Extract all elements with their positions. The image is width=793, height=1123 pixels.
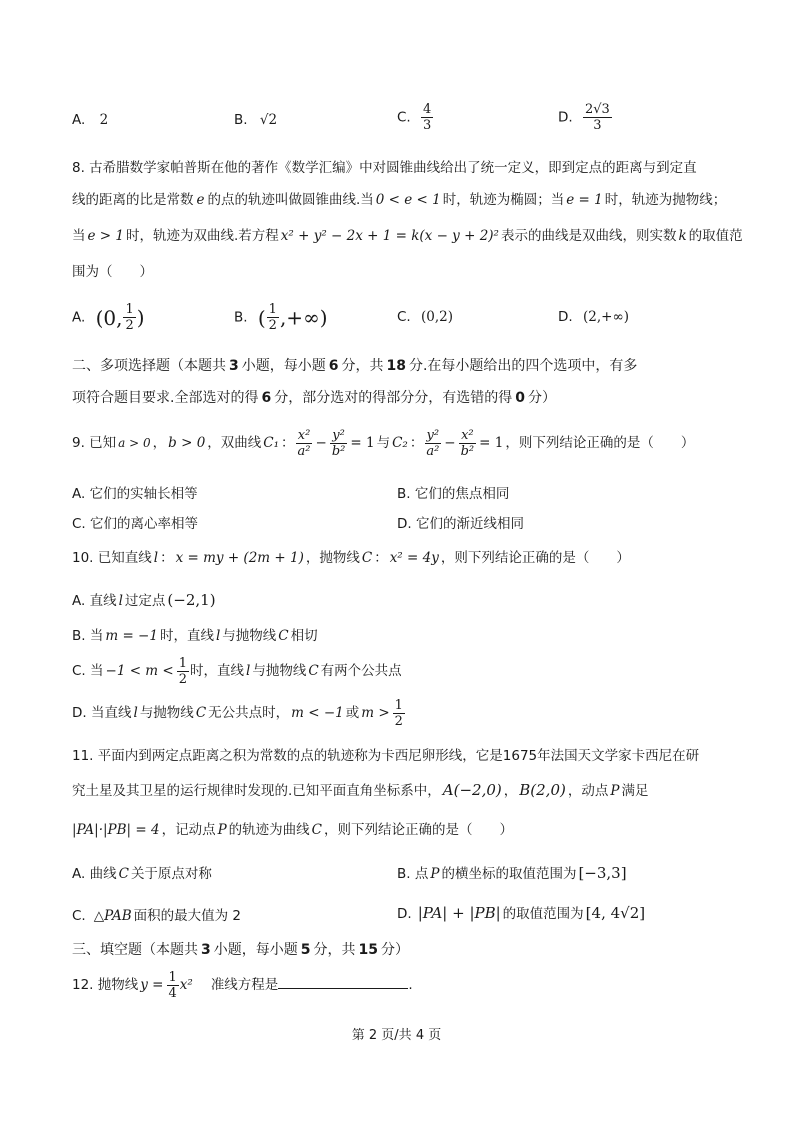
fraction: $\frac{\text{y²}}{\text{b²}}$ [331,427,346,459]
fraction: $\frac{\text{x²}}{\text{a²}}$ [297,427,311,459]
fraction: $\frac{\text{y²}}{\text{a²}}$ [426,427,440,459]
page-footer [0,1024,793,1043]
q10-option-d[interactable]: D. 当直线 l 与抛物线 C 无公共点时， m < −1 或 m > $\frac{1}{2}$ [72,697,403,729]
q7-option-d[interactable]: D. $\frac{2√3}{3}$ [558,102,610,133]
q7-option-a[interactable]: A. 2 [72,112,109,128]
fraction: $\frac{1}{2}$ [268,302,277,333]
q11-line-3: |PA|·|PB| = 4 ，记动点 P 的轨迹为曲线 C ，则下列结论正确的是（ ） [72,822,514,838]
fraction: $\frac{1}{4}$ [168,969,177,1001]
q11-option-b[interactable]: B. 点 P 的横坐标的取值范围为 [−3,3] [397,864,627,882]
q8-option-b[interactable]: B. ( $\frac{1}{2}$ ,+∞) [234,302,328,333]
page-number: 第 2 页/共 4 页 [351,1028,442,1043]
q8-option-a[interactable]: A. (0, $\frac{1}{2}$ ) [72,302,145,333]
q9-option-b[interactable]: B. 它们的焦点相同 [397,486,510,502]
fraction: $\frac{1}{2}$ [178,655,187,687]
q8-line-2: 线的距离的比是常数 e 的点的轨迹叫做圆锥曲线.当 0 < e < 1 时，轨迹为椭圆；当 e = 1 时，轨迹为抛物线； [72,192,727,208]
answer-blank[interactable] [278,974,408,989]
q8-line-3: 当 e > 1 时，轨迹为双曲线.若方程 x² + y² − 2x + 1 = k(x − y + 2)² 表示的曲线是双曲线，则实数 k 的取值范 [72,228,743,244]
q8-option-c[interactable]: C. (0,2) [397,309,454,325]
fraction: $\frac{\text{x²}}{\text{b²}}$ [460,427,475,459]
q10-stem: 10. 已知直线 l ： x = my + (2m + 1) ，抛物线 C ： x² = 4y ，则下列结论正确的是（ ） [72,550,630,566]
q11-option-c[interactable]: C. △PAB 面积的最大值为 2 [72,908,242,924]
fraction: $\frac{2√3}{3}$ [584,102,610,133]
q12-stem: 12. 抛物线 y = $\frac{1}{4}$ x² 准线方程是 . [72,969,413,1001]
section-2-heading: 二、多项选择题（本题共 3 小题，每小题 6 分，共 18 分.在每小题给出的四个选项中，有多 [72,358,638,374]
q8-line-4: 围为（ ） [72,264,153,280]
q11-option-a[interactable]: A. 曲线 C 关于原点对称 [72,866,212,882]
q9-option-a[interactable]: A. 它们的实轴长相等 [72,486,198,502]
q7-option-b[interactable]: B. √2 [234,112,278,128]
q9-option-c[interactable]: C. 它们的离心率相等 [72,516,199,532]
q7-option-c[interactable]: C. $\frac{4}{3}$ [397,102,432,133]
section-2-instructions: 项符合题目要求.全部选对的得 6 分，部分选对的得部分分，有选错的得 0 分） [72,390,556,406]
q11-line-2: 究土星及其卫星的运行规律时发现的.已知平面直角坐标系中， A(−2,0) ， B(2,0) ，动点 P 满足 [72,781,649,799]
q8-option-d[interactable]: D. (2,+∞) [558,309,629,325]
q8-line-1: 8. 古希腊数学家帕普斯在他的著作《数学汇编》中对圆锥曲线给出了统一定义，即到定点的距离与到定直 [72,160,697,176]
q10-option-c[interactable]: C. 当 −1 < m < $\frac{1}{2}$ 时，直线 l 与抛物线 C 有两个公共点 [72,655,402,687]
fraction: $\frac{1}{2}$ [125,302,134,333]
q11-option-d[interactable]: D. |PA| + |PB| 的取值范围为 [4, 4√2] [397,904,646,922]
q10-option-b[interactable]: B. 当 m = −1 时，直线 l 与抛物线 C 相切 [72,628,318,644]
q10-option-a[interactable]: A. 直线 l 过定点 (−2,1) [72,591,216,609]
fraction: $\frac{1}{2}$ [394,697,403,729]
fraction: $\frac{4}{3}$ [423,102,432,133]
q9-option-d[interactable]: D. 它们的渐近线相同 [397,516,524,532]
section-3-heading: 三、填空题（本题共 3 小题，每小题 5 分，共 15 分） [72,942,409,958]
q11-line-1: 11. 平面内到两定点距离之积为常数的点的轨迹称为卡西尼卵形线，它是1675年法国天文学家卡西尼在研 [72,748,700,764]
q9-stem: 9. 已知 a > 0 ， b > 0 ，双曲线 C₁ ： $\frac{\text{x²}}{\text{a²}}$ − $\frac{\text{y²}}{\text{b²}}$ = 1 与 C₂ ： $\frac{\text{y²}}{\text{a²}}$ − $\frac{\text{x²}}{\text{b²}}$ = 1 ，则下列结论正确的是（ ） [72,427,695,459]
